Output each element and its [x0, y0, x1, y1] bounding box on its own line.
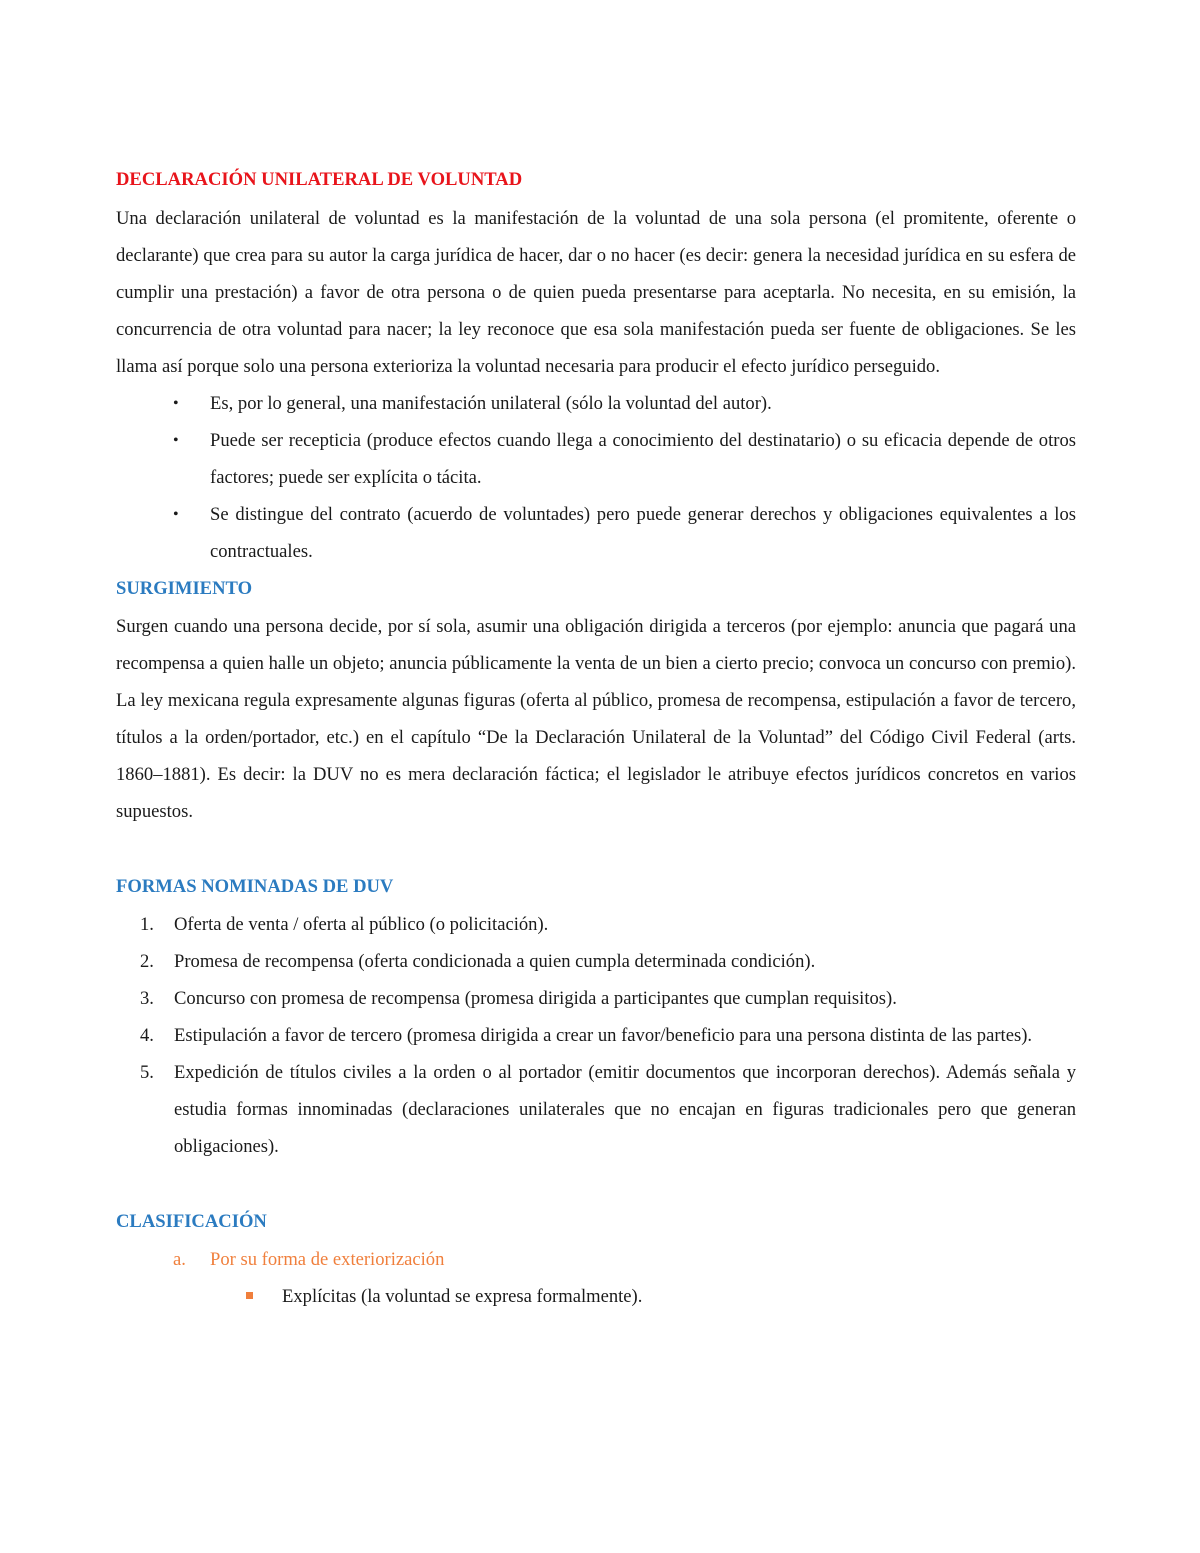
list-item-text: Expedición de títulos civiles a la orden o al portador (emitir documentos que incorporan derechos). Además señala y estudia formas innominadas (declaraciones unilaterales que no encajan en figuras tradicionales pero que generan obligaciones). — [174, 1062, 1076, 1157]
list-item-text: Concurso con promesa de recompensa (promesa dirigida a participantes que cumplan requisitos). — [174, 988, 897, 1009]
list-number: 2. — [140, 951, 154, 972]
list-item-text: Se distingue del contrato (acuerdo de voluntades) pero puede generar derechos y obligaciones equivalentes a los contractuales. — [210, 504, 1076, 562]
list-letter: a. — [173, 1249, 186, 1270]
list-item — [116, 385, 1076, 422]
sub-heading-label: Por su forma de exteriorización — [210, 1249, 445, 1270]
document-page — [116, 160, 1076, 1315]
list-item — [116, 496, 1076, 570]
sub-heading-item — [116, 1241, 1076, 1278]
bullet-icon: • — [173, 395, 179, 412]
list-item — [116, 422, 1076, 496]
list-item — [116, 980, 1076, 1017]
list-item-text: Explícitas (la voluntad se expresa formalmente). — [282, 1286, 643, 1307]
list-item-text: Oferta de venta / oferta al público (o policitación). — [174, 914, 549, 935]
section-heading-formas: FORMAS NOMINADAS DE DUV — [116, 876, 394, 897]
list-number: 5. — [140, 1062, 154, 1083]
formas-list — [116, 906, 1076, 1165]
bullet-icon: • — [173, 506, 179, 523]
section-heading-clasificacion: CLASIFICACIÓN — [116, 1211, 267, 1232]
characteristics-list — [116, 385, 1076, 570]
list-item — [116, 1054, 1076, 1165]
spacer — [116, 830, 1076, 868]
list-number: 3. — [140, 988, 154, 1009]
list-number: 4. — [140, 1025, 154, 1046]
bullet-icon: • — [173, 432, 179, 449]
list-item — [116, 943, 1076, 980]
list-item-text: Puede ser recepticia (produce efectos cuando llega a conocimiento del destinatario) o su eficacia depende de otros factores; puede ser explícita o tácita. — [210, 430, 1076, 488]
list-item — [116, 906, 1076, 943]
intro-paragraph: Una declaración unilateral de voluntad es la manifestación de la voluntad de una sola persona (el promitente, oferente o declarante) que crea para su autor la carga jurídica de hacer, dar o no hacer (es decir: genera la necesidad jurídica en su esfera de cumplir una prestación) a favor de otra persona o de quien pueda presentarse para aceptarla. No necesita, en su emisión, la concurrencia de otra voluntad para nacer; la ley reconoce que esa sola manifestación pueda ser fuente de obligaciones. Se les llama así porque solo una persona exterioriza la voluntad necesaria para producir el efecto jurídico perseguido. — [116, 208, 1076, 377]
list-item — [116, 1017, 1076, 1054]
document-title: DECLARACIÓN UNILATERAL DE VOLUNTAD — [116, 169, 523, 190]
spacer — [116, 1165, 1076, 1203]
square-bullet-icon — [246, 1292, 253, 1299]
section-heading-surgimiento: SURGIMIENTO — [116, 578, 253, 599]
list-item-text: Promesa de recompensa (oferta condicionada a quien cumpla determinada condición). — [174, 951, 816, 972]
surgimiento-paragraph: Surgen cuando una persona decide, por sí sola, asumir una obligación dirigida a terceros (por ejemplo: anuncia que pagará una recompensa a quien halle un objeto; anuncia públicamente la venta de un bien a cierto precio; convoca un concurso con premio). La ley mexicana regula expresamente algunas figuras (oferta al público, promesa de recompensa, estipulación a favor de tercero, títulos a la orden/portador, etc.) en el capítulo “De la Declaración Unilateral de la Voluntad” del Código Civil Federal (arts. 1860–1881). Es decir: la DUV no es mera declaración fáctica; el legislador le atribuye efectos jurídicos concretos en varios supuestos. — [116, 616, 1076, 822]
list-item — [116, 1278, 1076, 1315]
list-number: 1. — [140, 914, 154, 935]
list-item-text: Es, por lo general, una manifestación unilateral (sólo la voluntad del autor). — [210, 393, 772, 414]
list-item-text: Estipulación a favor de tercero (promesa dirigida a crear un favor/beneficio para una persona distinta de las partes). — [174, 1025, 1033, 1046]
